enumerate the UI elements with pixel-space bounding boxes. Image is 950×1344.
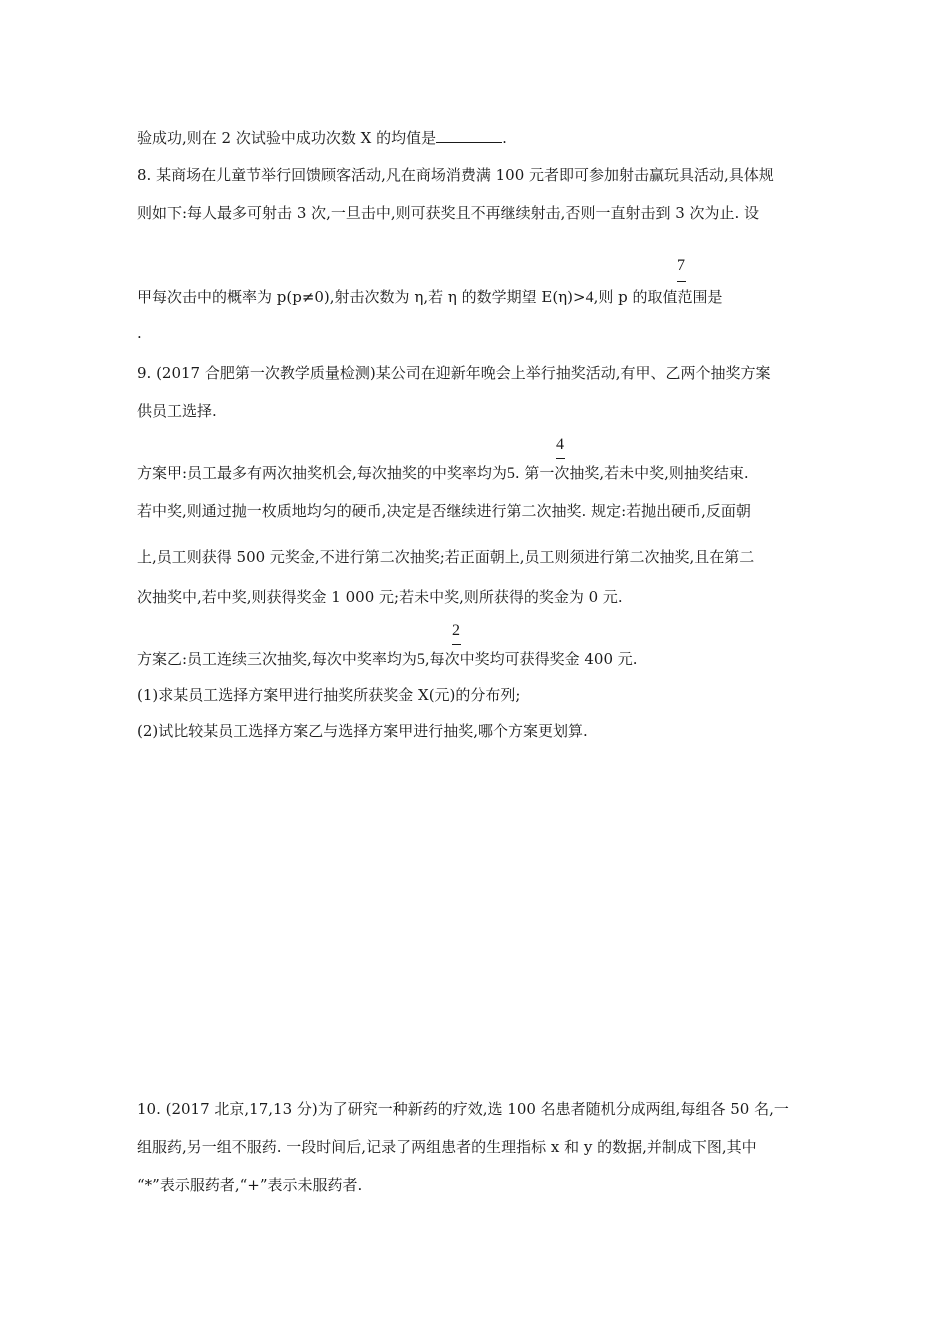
q10-line-1: 10. (2017 北京,17,13 分)为了研究一种新药的疗效,选 100 名患者随机分成两组,每组各 50 名,一 [137,1100,789,1118]
q9-line-1: 9. (2017 合肥第一次教学质量检测)某公司在迎新年晚会上举行抽奖活动,有甲、乙两个抽奖方案 [137,364,771,382]
q10-line-2: 组服药,另一组不服药. 一段时间后,记录了两组患者的生理指标 x 和 y 的数据,并制成下图,其中 [137,1138,757,1156]
fraction-numerator: 4 [556,436,564,453]
fraction-denominator: 4 [585,289,594,306]
q8-line-2: 则如下:每人最多可射击 3 次,一旦击中,则可获奖且不再继续射击,否则一直射击到 3 次为止. 设 [137,204,760,222]
fraction-bar [677,281,686,282]
q9-sub-question-1: (1)求某员工选择方案甲进行抽奖所获奖金 X(元)的分布列; [137,686,521,704]
q9-line-2: 供员工选择. [137,402,217,420]
q8-line-1: 8. 某商场在儿童节举行回馈顾客活动,凡在商场消费满 100 元者即可参加射击赢玩具活动,具体规 [137,166,774,184]
fraction-denominator: 5 [416,651,425,668]
fraction-denominator: 5 [506,465,515,482]
q9-plan-a-line-3: 上,员工则获得 500 元奖金,不进行第二次抽奖;若正面朝上,员工则须进行第二次抽奖,且在第二 [137,548,755,566]
q9-plan-a-line-1: 方案甲:员工最多有两次抽奖机会,每次抽奖的中奖率均为5. 第一次抽奖,若未中奖,则抽奖结束. [137,464,749,482]
fraction-numerator: 2 [452,622,460,639]
q8-line-3: 甲每次击中的概率为 p(p≠0),射击次数为 η,若 η 的数学期望 E(η)>4,则 p 的取值范围是 [137,288,723,306]
q9-plan-b-line: 方案乙:员工连续三次抽奖,每次中奖率均为5,每次中奖均可获得奖金 400 元. [137,650,638,668]
answer-blank [436,128,502,143]
q9-sub-question-2: (2)试比较某员工选择方案乙与选择方案甲进行抽奖,哪个方案更划算. [137,722,588,740]
fraction-bar [452,644,461,645]
q9-plan-a-line-2: 若中奖,则通过抛一枚质地均匀的硬币,决定是否继续进行第二次抽奖. 规定:若抛出硬币,反面朝 [137,502,751,520]
q8-line-4: . [137,324,142,342]
q9-plan-a-line-4: 次抽奖中,若中奖,则获得奖金 1 000 元;若未中奖,则所获得的奖金为 0 元. [137,588,623,606]
fraction-bar [556,458,565,459]
q10-line-3: “*”表示服药者,“+”表示未服药者. [137,1176,363,1194]
fraction-numerator: 7 [677,257,685,274]
q7-line-1: 验成功,则在 2 次试验中成功次数 X 的均值是 . [137,129,507,147]
